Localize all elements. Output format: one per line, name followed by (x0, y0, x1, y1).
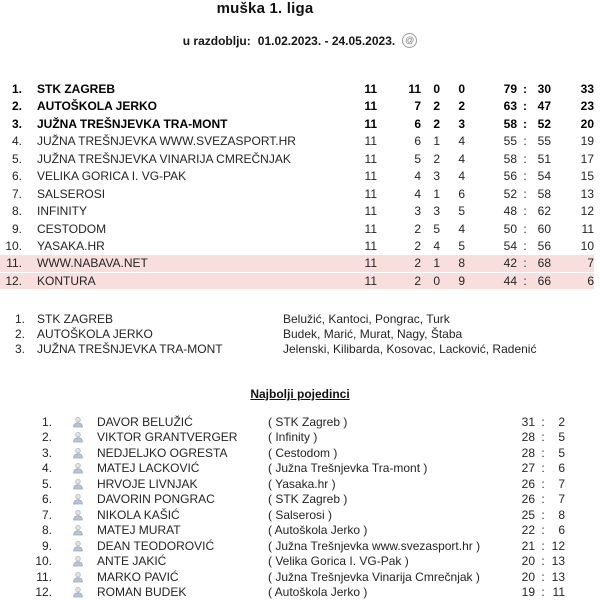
player-name-cell: DAVOR BELUŽIĆ (97, 414, 193, 429)
standings-row (0, 220, 594, 238)
wins-cell: 21 (521, 538, 535, 553)
wins-cell: 7 (414, 99, 421, 114)
score-separator: : (541, 507, 545, 522)
individual-row (0, 445, 600, 461)
score-separator: : (523, 116, 527, 131)
team-cell: SALSEROSI (37, 186, 106, 201)
wins-cell: 6 (414, 116, 421, 131)
score-separator: : (541, 461, 545, 476)
score-for-cell: 58 (503, 151, 517, 166)
score-against-cell: 55 (537, 134, 551, 149)
person-icon (72, 524, 84, 536)
score-separator: : (541, 569, 545, 584)
losses-cell: 0 (458, 81, 465, 96)
points-cell: 7 (587, 256, 594, 271)
person-icon (72, 462, 84, 474)
score-separator: : (541, 523, 545, 538)
losses-cell: 13 (551, 569, 565, 584)
games-cell: 11 (364, 151, 377, 166)
score-separator: : (523, 81, 527, 96)
individual-row (0, 507, 600, 523)
draws-cell: 2 (433, 99, 440, 114)
score-separator: : (523, 221, 527, 236)
rank-cell: 3. (11, 116, 22, 131)
score-against-cell: 52 (537, 116, 551, 131)
points-cell: 6 (587, 273, 594, 288)
draws-cell: 4 (433, 239, 440, 254)
score-separator: : (541, 585, 545, 600)
losses-cell: 6 (458, 186, 465, 201)
wins-cell: 28 (521, 430, 535, 445)
top-team-row (0, 326, 600, 341)
wins-cell: 22 (521, 523, 535, 538)
club-cell: AUTOŠKOLA JERKO (37, 326, 153, 341)
losses-cell: 11 (552, 585, 565, 600)
standings-row (0, 238, 594, 256)
rank-cell: 2. (11, 99, 22, 114)
score-for-cell: 44 (503, 273, 517, 288)
player-name-cell: MATEJ MURAT (97, 523, 181, 538)
rank-cell: 2. (14, 326, 25, 341)
wins-cell: 4 (414, 186, 421, 201)
players-cell: Budek, Marić, Murat, Nagy, Štaba (283, 326, 463, 341)
at-icon: @ (402, 33, 417, 48)
team-cell: JUŽNA TREŠNJEVKA TRA-MONT (37, 116, 228, 131)
score-separator: : (523, 256, 527, 271)
individual-row (0, 476, 600, 492)
points-cell: 33 (580, 81, 594, 96)
losses-cell: 8 (458, 256, 465, 271)
wins-cell: 2 (414, 239, 421, 254)
wins-cell: 11 (408, 81, 421, 96)
score-separator: : (523, 151, 527, 166)
rank-cell: 3. (14, 341, 25, 356)
person-icon (72, 478, 84, 490)
points-cell: 15 (580, 169, 594, 184)
standings-row (0, 185, 594, 203)
period-range: 01.02.2023. - 24.05.2023. (257, 33, 396, 48)
person-icon (72, 509, 84, 521)
score-against-cell: 54 (537, 169, 551, 184)
player-club-cell: ( Autoškola Jerko ) (268, 585, 368, 600)
player-name-cell: HRVOJE LIVNJAK (97, 476, 198, 491)
wins-cell: 26 (521, 476, 535, 491)
rank-cell: 11. (6, 256, 22, 271)
standings-row (0, 133, 594, 151)
person-icon (72, 447, 84, 459)
individual-row (0, 414, 600, 430)
score-separator: : (523, 239, 527, 254)
rank-cell: 8. (11, 204, 22, 219)
club-cell: JUŽNA TREŠNJEVKA TRA-MONT (37, 341, 223, 356)
draws-cell: 2 (433, 151, 440, 166)
score-for-cell: 58 (503, 116, 517, 131)
score-separator: : (541, 414, 545, 429)
losses-cell: 4 (458, 134, 465, 149)
individual-row (0, 585, 600, 600)
losses-cell: 7 (558, 476, 565, 491)
top-team-row (0, 341, 600, 356)
rank-cell: 9. (11, 221, 22, 236)
wins-cell: 6 (414, 134, 421, 149)
score-separator: : (523, 273, 527, 288)
draws-cell: 0 (433, 81, 440, 96)
points-cell: 13 (580, 186, 594, 201)
score-separator: : (541, 492, 545, 507)
player-club-cell: ( Južna Trešnjevka Vinarija Cmrečnjak ) (268, 569, 480, 584)
player-name-cell: ROMAN BUDEK (97, 585, 187, 600)
points-cell: 17 (580, 151, 594, 166)
score-against-cell: 68 (537, 256, 551, 271)
person-icon (72, 586, 84, 598)
score-separator: : (523, 99, 527, 114)
player-club-cell: ( STK Zagreb ) (268, 414, 348, 429)
score-against-cell: 30 (537, 81, 551, 96)
standings-row (0, 98, 594, 116)
score-against-cell: 62 (537, 204, 551, 219)
team-cell: WWW.NABAVA.NET (37, 256, 148, 271)
team-cell: INFINITY (37, 204, 87, 219)
rank-cell: 1. (11, 81, 22, 96)
losses-cell: 5 (558, 430, 565, 445)
player-name-cell: MARKO PAVIĆ (97, 569, 179, 584)
rank-cell: 7. (41, 507, 52, 522)
games-cell: 11 (364, 81, 377, 96)
score-separator: : (523, 204, 527, 219)
wins-cell: 27 (521, 461, 535, 476)
losses-cell: 4 (458, 169, 465, 184)
wins-cell: 3 (414, 204, 421, 219)
score-separator: : (541, 445, 545, 460)
player-name-cell: NIKOLA KAŠIĆ (97, 507, 180, 522)
score-separator: : (541, 538, 545, 553)
wins-cell: 28 (521, 445, 535, 460)
team-cell: JUŽNA TREŠNJEVKA VINARIJA CMREČNJAK (37, 151, 291, 166)
rank-cell: 5. (41, 476, 52, 491)
rank-cell: 12. (35, 585, 52, 600)
best-individuals-heading: Najbolji pojedinci (250, 387, 350, 401)
team-cell: JUŽNA TREŠNJEVKA WWW.SVEZASPORT.HR (37, 134, 296, 149)
period-subtitle (0, 33, 600, 48)
standings-row (0, 150, 594, 168)
wins-cell: 19 (521, 585, 535, 600)
rank-cell: 12. (5, 273, 22, 288)
rank-cell: 8. (41, 523, 52, 538)
draws-cell: 3 (433, 169, 440, 184)
standings-row (0, 115, 594, 133)
draws-cell: 1 (433, 186, 440, 201)
standings-row (0, 203, 594, 221)
individual-row (0, 569, 600, 585)
draws-cell: 3 (433, 204, 440, 219)
person-icon (72, 416, 84, 428)
rank-cell: 2. (41, 430, 52, 445)
rank-cell: 6. (41, 492, 52, 507)
score-separator: : (523, 186, 527, 201)
individual-row (0, 554, 600, 570)
team-cell: YASAKA.HR (37, 239, 105, 254)
score-separator: : (541, 476, 545, 491)
points-cell: 11 (581, 221, 594, 236)
person-icon (72, 540, 84, 552)
score-against-cell: 47 (537, 99, 551, 114)
player-club-cell: ( Južna Trešnjevka Tra-mont ) (268, 461, 428, 476)
losses-cell: 8 (558, 507, 565, 522)
losses-cell: 5 (458, 239, 465, 254)
standings-table (0, 80, 594, 290)
score-for-cell: 54 (503, 239, 517, 254)
standings-row (0, 80, 594, 98)
games-cell: 11 (364, 169, 377, 184)
points-cell: 19 (580, 134, 594, 149)
person-icon (72, 571, 84, 583)
score-against-cell: 56 (537, 239, 551, 254)
wins-cell: 26 (521, 492, 535, 507)
rank-cell: 5. (11, 151, 22, 166)
person-icon (72, 555, 84, 567)
player-name-cell: VIKTOR GRANTVERGER (97, 430, 238, 445)
wins-cell: 2 (414, 273, 421, 288)
player-club-cell: ( Infinity ) (268, 430, 318, 445)
person-icon (72, 493, 84, 505)
individuals-list (0, 414, 600, 600)
score-against-cell: 66 (537, 273, 551, 288)
score-against-cell: 60 (537, 221, 551, 236)
top-teams-list (0, 311, 600, 356)
period-label: u razdoblju: (182, 33, 251, 48)
player-name-cell: DEAN TEODOROVIĆ (97, 538, 215, 553)
player-club-cell: ( Salserosi ) (268, 507, 333, 522)
rank-cell: 11. (36, 569, 52, 584)
draws-cell: 1 (433, 256, 440, 271)
score-for-cell: 79 (503, 81, 517, 96)
player-club-cell: ( Autoškola Jerko ) (268, 523, 368, 538)
rank-cell: 4. (11, 134, 22, 149)
score-separator: : (523, 134, 527, 149)
rank-cell: 7. (11, 186, 22, 201)
games-cell: 11 (364, 256, 377, 271)
draws-cell: 5 (433, 221, 440, 236)
losses-cell: 2 (458, 99, 465, 114)
points-cell: 12 (580, 204, 594, 219)
wins-cell: 2 (414, 221, 421, 236)
team-cell: KONTURA (37, 273, 96, 288)
team-cell: CESTODOM (37, 221, 107, 236)
score-for-cell: 56 (503, 169, 517, 184)
score-separator: : (523, 169, 527, 184)
player-name-cell: NEDJELJKO OGRESTA (97, 445, 228, 460)
losses-cell: 5 (558, 445, 565, 460)
games-cell: 11 (364, 116, 377, 131)
individual-row (0, 461, 600, 477)
rank-cell: 1. (14, 311, 25, 326)
score-for-cell: 50 (503, 221, 517, 236)
games-cell: 11 (364, 273, 377, 288)
score-against-cell: 51 (537, 151, 551, 166)
draws-cell: 1 (433, 134, 440, 149)
rank-cell: 9. (41, 538, 52, 553)
club-cell: STK ZAGREB (37, 311, 114, 326)
losses-cell: 6 (558, 461, 565, 476)
score-separator: : (541, 554, 545, 569)
losses-cell: 9 (458, 273, 465, 288)
losses-cell: 7 (558, 492, 565, 507)
players-cell: Belužić, Kantoci, Pongrac, Turk (283, 311, 450, 326)
player-name-cell: DAVORIN PONGRAC (97, 492, 215, 507)
player-club-cell: ( Cestodom ) (268, 445, 338, 460)
games-cell: 11 (364, 239, 377, 254)
individual-row (0, 523, 600, 539)
rank-cell: 10. (35, 554, 52, 569)
score-for-cell: 48 (503, 204, 517, 219)
standings-row (0, 273, 594, 291)
wins-cell: 5 (414, 151, 421, 166)
team-cell: AUTOŠKOLA JERKO (37, 99, 158, 114)
player-club-cell: ( Južna Trešnjevka www.svezasport.hr ) (268, 538, 481, 553)
points-cell: 23 (580, 99, 594, 114)
rank-cell: 4. (41, 461, 52, 476)
games-cell: 11 (364, 204, 377, 219)
points-cell: 10 (580, 239, 594, 254)
player-name-cell: ANTE JAKIĆ (97, 554, 167, 569)
rank-cell: 1. (41, 414, 52, 429)
wins-cell: 2 (414, 256, 421, 271)
wins-cell: 4 (414, 169, 421, 184)
league-title: muška 1. liga (216, 0, 314, 17)
player-club-cell: ( STK Zagreb ) (268, 492, 348, 507)
individual-row (0, 430, 600, 446)
wins-cell: 20 (521, 569, 535, 584)
standings-row (0, 168, 594, 186)
team-cell: VELIKA GORICA I. VG-PAK (37, 169, 187, 184)
person-icon (72, 431, 84, 443)
games-cell: 11 (364, 221, 377, 236)
individual-row (0, 538, 600, 554)
rank-cell: 3. (41, 445, 52, 460)
players-cell: Jelenski, Kilibarda, Kosovac, Lacković, Radenić (283, 341, 537, 356)
points-cell: 20 (580, 116, 594, 131)
games-cell: 11 (364, 134, 377, 149)
draws-cell: 0 (433, 273, 440, 288)
rank-cell: 6. (11, 169, 22, 184)
games-cell: 11 (364, 99, 377, 114)
losses-cell: 12 (551, 538, 565, 553)
losses-cell: 13 (551, 554, 565, 569)
team-cell: STK ZAGREB (37, 81, 115, 96)
top-team-row (0, 311, 600, 326)
losses-cell: 4 (458, 221, 465, 236)
wins-cell: 20 (521, 554, 535, 569)
losses-cell: 3 (458, 116, 465, 131)
score-for-cell: 55 (503, 134, 517, 149)
score-for-cell: 63 (503, 99, 517, 114)
score-for-cell: 42 (503, 256, 517, 271)
draws-cell: 2 (433, 116, 440, 131)
losses-cell: 5 (458, 204, 465, 219)
player-name-cell: MATEJ LACKOVIĆ (97, 461, 200, 476)
losses-cell: 4 (458, 151, 465, 166)
standings-row (0, 255, 594, 273)
games-cell: 11 (364, 186, 377, 201)
score-for-cell: 52 (503, 186, 517, 201)
player-club-cell: ( Yasaka.hr ) (268, 476, 336, 491)
wins-cell: 25 (521, 507, 535, 522)
individual-row (0, 492, 600, 508)
score-separator: : (541, 430, 545, 445)
wins-cell: 31 (521, 414, 535, 429)
player-club-cell: ( Velika Gorica I. VG-Pak ) (268, 554, 409, 569)
losses-cell: 2 (558, 414, 565, 429)
rank-cell: 10. (5, 239, 22, 254)
score-against-cell: 58 (537, 186, 551, 201)
losses-cell: 6 (558, 523, 565, 538)
